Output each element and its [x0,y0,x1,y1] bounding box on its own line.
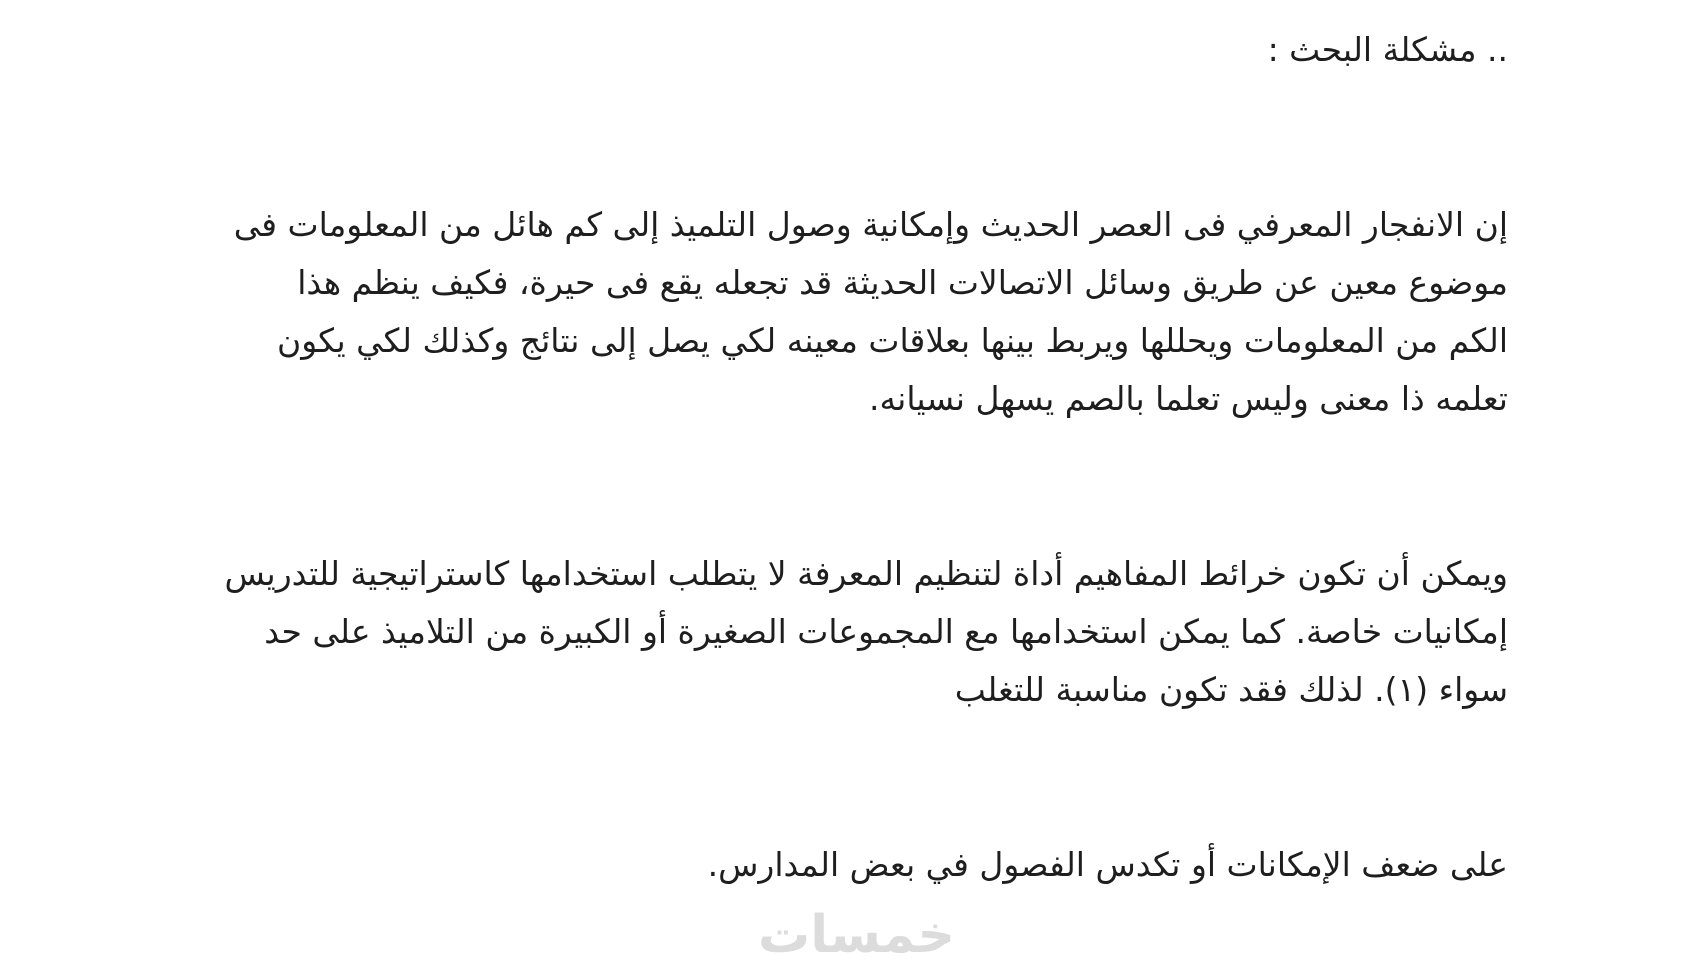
paragraph-2-line-3: سواء (١). لذلك فقد تكون مناسبة للتغلب [954,670,1508,709]
paragraph-1-line-2: موضوع معين عن طريق وسائل الاتصالات الحديثة قد تجعله يقع فى حيرة، فكيف ينظم هذا [297,263,1508,302]
paragraph-2 [224,545,1508,719]
paragraph-2-line-2: إمكانيات خاصة. كما يمكن استخدامها مع المجموعات الصغيرة أو الكبيرة من التلاميذ على حد [264,612,1508,651]
watermark-logo: خمسات [758,905,956,965]
paragraph-1-line-4: تعلمه ذا معنى وليس تعلما بالصم يسهل نسيانه. [868,379,1508,418]
paragraph-1-line-3: الكم من المعلومات ويحللها ويربط بينها بعلاقات معينه لكي يصل إلى نتائج وكذلك لكي يكون [277,321,1508,360]
section-heading: .. مشكلة البحث : [1267,30,1508,69]
paragraph-3 [708,836,1508,894]
paragraph-1 [234,196,1508,428]
paragraph-1-line-1: إن الانفجار المعرفي فى العصر الحديث وإمكانية وصول التلميذ إلى كم هائل من المعلومات فى [233,205,1508,244]
paragraph-2-line-1: ويمكن أن تكون خرائط المفاهيم أداة لتنظيم المعرفة لا يتطلب استخدامها كاستراتيجية للتدريس [224,554,1508,593]
paragraph-3-line-1: على ضعف الإمكانات أو تكدس الفصول في بعض المدارس. [707,845,1508,884]
